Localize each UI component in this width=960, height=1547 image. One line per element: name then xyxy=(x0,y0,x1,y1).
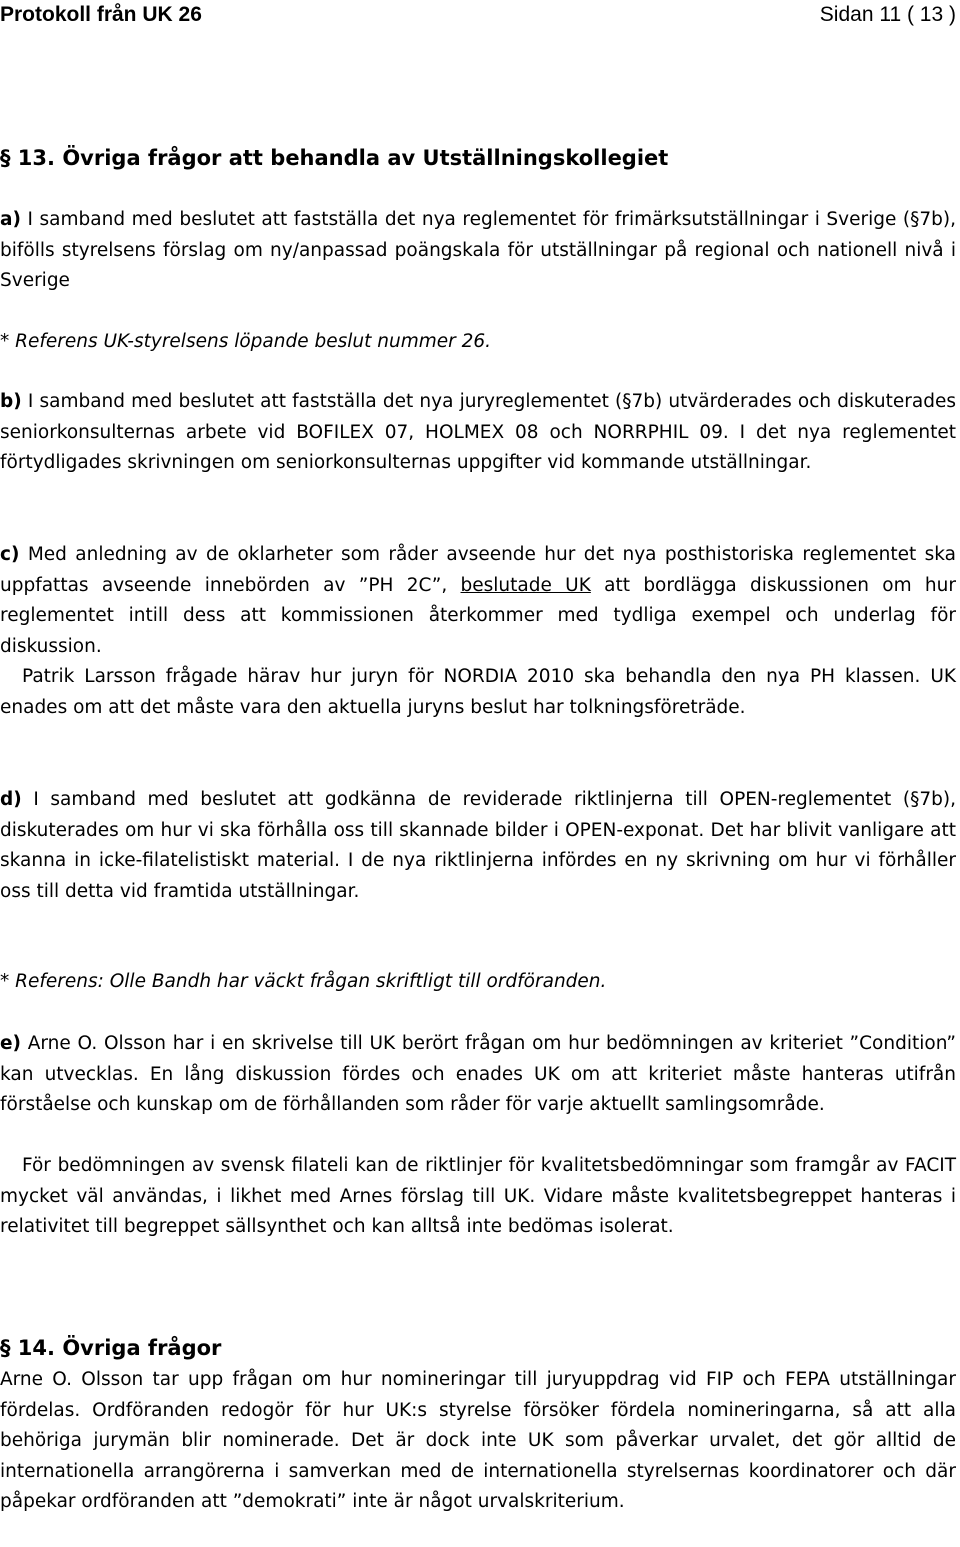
item-a-text: I samband med beslutet att fastställa det nya reglementet för frimärksutställningar i Sverige (§7b), bifölls styrelsens förslag om ny/anpassad poängskala för utställningar på regional och nationell nivå i Sverige xyxy=(0,209,956,291)
item-c xyxy=(0,540,956,662)
item-a-label: a) xyxy=(0,209,21,230)
item-c-label: c) xyxy=(0,544,20,565)
item-b xyxy=(0,387,956,479)
item-c-text-before: Med anledning av de oklarheter som råder avseende hur det nya posthistoriska reglementet ska uppfattas avseende innebörden av ”PH 2C”, xyxy=(0,544,956,596)
item-a-reference: * Referens UK-styrelsens löpande beslut nummer 26. xyxy=(0,331,492,352)
item-e-label: e) xyxy=(0,1033,22,1054)
item-e xyxy=(0,1029,956,1121)
item-a xyxy=(0,205,956,297)
item-d-text: I samband med beslutet att godkänna de reviderade riktlinjerna till OPEN-reglementet (§7b), diskuterades om hur vi ska förhålla oss till skannade bilder i OPEN-exponat. Det har blivit vanligare att skanna in icke-filatelistiskt material. I de nya riktlinjerna infördes en ny skrivning om hur vi förhåller oss till detta vid framtida utställningar. xyxy=(0,789,956,902)
item-c-followup: Patrik Larsson frågade härav hur juryn för NORDIA 2010 ska behandla den nya PH klassen. UK enades om att det måste vara den aktuella juryns beslut har tolkningsföreträde. xyxy=(0,666,956,718)
item-d-label: d) xyxy=(0,789,22,810)
item-b-text: I samband med beslutet att fastställa det nya juryreglementet (§7b) utvärderades och diskuterades seniorkonsulternas arbete vid BOFILEX 07, HOLMEX 08 och NORRPHIL 09. I det nya reglementet förtydligades skrivningen om seniorkonsulternas uppgifter vid kommande utställningar. xyxy=(0,391,956,473)
page-number: Sidan 11 ( 13 ) xyxy=(819,3,956,26)
item-d-reference: * Referens: Olle Bandh har väckt frågan skriftligt till ordföranden. xyxy=(0,971,607,992)
section-13-heading: § 13. Övriga frågor att behandla av Utställningskollegiet xyxy=(0,146,669,170)
item-c-text-after: att bordlägga diskussionen om hur reglementet intill dess att kommissionen återkommer med tydliga exempel och underlag för diskussion. xyxy=(0,574,956,657)
section-14-heading: § 14. Övriga frågor xyxy=(0,1336,222,1360)
document-title: Protokoll från UK 26 xyxy=(0,3,202,26)
item-b-label: b) xyxy=(0,391,22,412)
item-e-followup: För bedömningen av svensk filateli kan de riktlinjer för kvalitetsbedömningar som framgår av FACIT mycket väl användas, i likhet med Arnes förslag till UK. Vidare måste kvalitetsbegreppet hanteras i relativitet till begreppet sällsynthet och kan alltså inte bedömas isolerat. xyxy=(0,1155,956,1237)
item-d xyxy=(0,785,956,907)
item-e-text: Arne O. Olsson har i en skrivelse till UK berört frågan om hur bedömningen av kriteriet ”Condition” kan utvecklas. En lång diskussion fördes och enades UK om att kriteriet måste hanteras utifrån förståelse och kunskap om de förhållanden som råder för varje aktuellt samlingsområde. xyxy=(0,1033,956,1115)
section-14-text: Arne O. Olsson tar upp frågan om hur nomineringar till juryuppdrag vid FIP och FEPA utställningar fördelas. Ordföranden redogör för hur UK:s styrelse försöker fördela nomineringarna, så att alla behöriga jurymän blir nominerade. Det är dock inte UK som påverkar urvalet, det gör alltid de internationella arrangörerna i samverkan med de internationella styrelsernas koordinatorer och där påpekar ordföranden att ”demokrati” inte är något urvalskriterium. xyxy=(0,1369,956,1512)
item-c-underlined: beslutade UK xyxy=(460,574,591,596)
